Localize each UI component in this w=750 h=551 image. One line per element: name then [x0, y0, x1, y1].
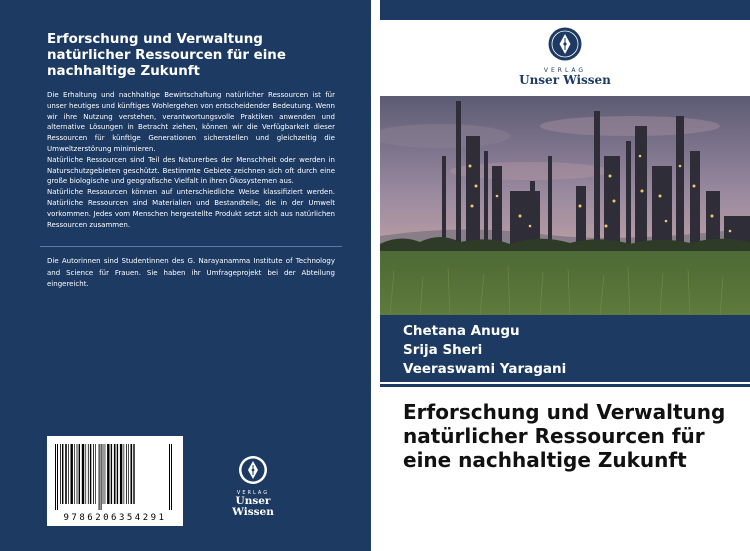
pen-nib-emblem-icon — [238, 455, 268, 485]
publisher-logo-front — [510, 27, 620, 87]
front-cover — [380, 0, 750, 551]
publisher-verlag: VERLAG — [236, 490, 270, 496]
publisher-name: Unser Wissen — [232, 495, 274, 518]
back-cover — [0, 0, 371, 551]
divider — [40, 246, 342, 247]
author-band — [380, 315, 750, 382]
publisher-logo-back — [218, 455, 288, 518]
isbn-number: 9786206354291 — [63, 513, 167, 523]
blurb-paragraph: Natürliche Ressourcen können auf unterschiedliche Weise klassifiziert werden. Natürliche Ressourcen sind Materialien und Bestandteile, die in der Umwelt vorkommen. Jedes vom Menschen hergestellte Produkt setzt sich aus natürlichen Ressourcen zusammen. — [47, 188, 335, 229]
top-bar — [380, 0, 750, 20]
publisher-verlag: VERLAG — [543, 67, 587, 74]
blurb-paragraph: Die Erhaltung und nachhaltige Bewirtschaftung natürlicher Ressourcen ist für unser heutiges und künftiges Wohlergehen von entscheidender Bedeutung. Wenn wir ihre Nutzung verstehen, verantwortungsvolle Praktiken anwenden und alternative Lösungen in Betracht ziehen, können wir die Verfügbarkeit dieser Ressourcen für künftige Generationen sicherstellen und gleichzeitig die Umweltzerstörung minimieren. — [47, 91, 335, 153]
front-cover-title: Erforschung und Verwaltung natürlicher Ressourcen für eine nachhaltige Zukunft — [403, 400, 726, 472]
blurb-paragraph: Natürliche Ressourcen sind Teil des Naturerbes der Menschheit oder werden in Naturschutzgebieten geschützt. Bestimmte Gebiete zeichnen sich oft durch eine große biologische und geografische Vielfalt in ihren Ökosystemen aus. — [47, 155, 335, 186]
barcode — [47, 436, 183, 526]
back-cover-title: Erforschung und Verwaltung natürlicher Ressourcen für eine nachhaltige Zukunft — [47, 32, 286, 79]
back-cover-blurb — [47, 90, 335, 230]
publisher-name: Unser Wissen — [519, 73, 611, 87]
spine — [371, 0, 380, 551]
cover-photo-refinery — [380, 96, 750, 315]
refinery-illustration — [380, 96, 750, 315]
barcode-bars — [51, 444, 179, 512]
pen-nib-emblem-icon — [548, 27, 582, 61]
authors-note: Die Autorinnen sind Studentinnen des G. Narayanamma Institute of Technology and Science für Frauen. Sie haben ihr Umfrageprojekt bei der Abteilung eingereicht. — [47, 257, 335, 288]
author-name: Veeraswami Yaragani — [403, 361, 567, 377]
author-name: Chetana Anugu — [403, 323, 520, 339]
divider — [380, 384, 750, 387]
author-name: Srija Sheri — [403, 342, 483, 358]
